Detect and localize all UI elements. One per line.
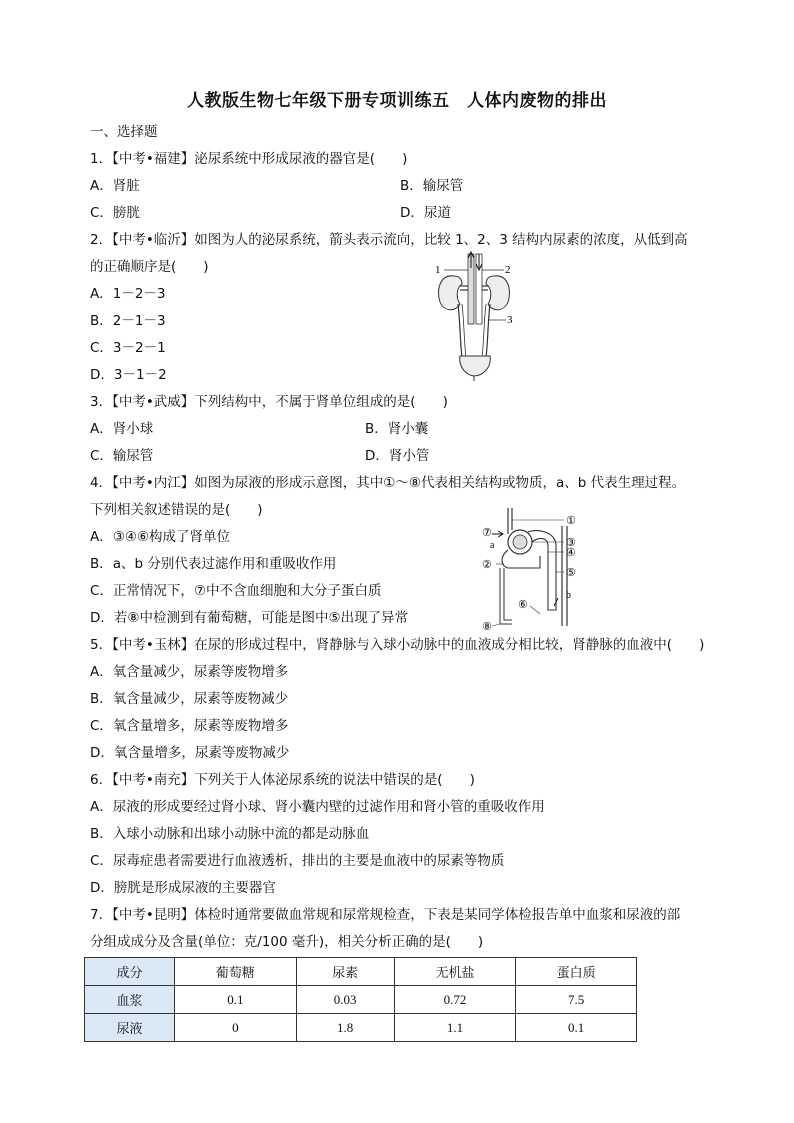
figure-label-7: ⑦ (482, 527, 492, 539)
table-row-label: 尿液 (85, 1014, 175, 1042)
question-6-option-d: D．膀胱是形成尿液的主要器官 (90, 880, 276, 896)
question-3-option-a: A．肾小球 (90, 421, 154, 437)
figure-label-5: ⑤ (566, 567, 576, 579)
question-5-stem: 5．【中考•玉林】在尿的形成过程中，肾静脉与入球小动脉中的血液成分相比较，肾静脉的血液中( ) (90, 637, 705, 653)
question-2-option-c: C．3－2－1 (90, 340, 166, 356)
question-4-option-d: D．若⑧中检测到有葡萄糖，可能是图中⑤出现了异常 (90, 610, 409, 626)
table-cell: 7.5 (516, 986, 637, 1014)
question-1-option-d: D．尿道 (400, 205, 451, 221)
page-title: 人教版生物七年级下册专项训练五 人体内废物的排出 (187, 91, 607, 111)
table-row (85, 1014, 637, 1042)
question-1-stem: 1．【中考•福建】泌尿系统中形成尿液的器官是( ) (90, 151, 408, 167)
question-4-stem-line-2: 下列相关叙述错误的是( ) (90, 502, 263, 518)
table-row (85, 986, 637, 1014)
question-4-stem-line-1: 4．【中考•内江】如图为尿液的形成示意图，其中①～⑧代表相关结构或物质，a、b 代表生理过程。 (90, 475, 686, 491)
table-header-cell: 蛋白质 (516, 958, 637, 986)
figure-label-a: a (490, 540, 495, 551)
question-2-option-a: A．1－2－3 (90, 286, 166, 302)
figure-label-2: ② (482, 559, 492, 571)
question-7-stem-line-1: 7．【中考•昆明】体检时通常要做血常规和尿常规检查，下表是某同学体检报告单中血浆和尿液的部 (90, 907, 681, 923)
figure-label-1: 1 (435, 264, 441, 276)
question-1-option-b: B．输尿管 (400, 178, 464, 194)
figure-label-1: ① (566, 515, 576, 527)
table-cell: 0 (175, 1014, 297, 1042)
question-2-stem-line-2: 的正确顺序是( ) (90, 259, 209, 275)
question-5-option-c: C．氧含量增多，尿素等废物增多 (90, 718, 289, 734)
question-4-option-c: C．正常情况下，⑦中不含血细胞和大分子蛋白质 (90, 583, 382, 599)
table-cell: 1.1 (394, 1014, 516, 1042)
composition-table (84, 957, 637, 1042)
table-row-label: 血浆 (85, 986, 175, 1014)
question-1-option-a: A．肾脏 (90, 178, 140, 194)
question-2-stem-line-1: 2．【中考•临沂】如图为人的泌尿系统，箭头表示流向，比较 1、2、3 结构内尿素的浓度，从低到高 (90, 232, 688, 248)
question-3-stem: 3．【中考•武威】下列结构中，不属于肾单位组成的是( ) (90, 394, 448, 410)
question-6-stem: 6．【中考•南充】下列关于人体泌尿系统的说法中错误的是( ) (90, 772, 475, 788)
figure-label-4: ④ (566, 547, 576, 559)
figure-label-2: 2 (505, 264, 511, 276)
question-7-stem-line-2: 分组成成分及含量(单位：克/100 毫升)，相关分析正确的是( ) (90, 934, 484, 950)
question-5-option-b: B．氧含量减少，尿素等废物减少 (90, 691, 289, 707)
question-6-option-b: B．入球小动脉和出球小动脉中流的都是动脉血 (90, 826, 370, 842)
table-header-cell: 成分 (85, 958, 175, 986)
table-cell: 0.1 (175, 986, 297, 1014)
question-4-option-a: A．③④⑥构成了肾单位 (90, 529, 231, 545)
table-header-cell: 葡萄糖 (175, 958, 297, 986)
question-5-option-d: D．氧含量增多，尿素等废物减少 (90, 745, 290, 761)
urinary-system-figure (432, 250, 522, 382)
figure-label-b: b (566, 590, 571, 601)
nephron-figure (478, 506, 588, 632)
question-4-option-b: B．a、b 分别代表过滤作用和重吸收作用 (90, 556, 337, 572)
question-3-option-d: D．肾小管 (365, 448, 430, 464)
question-6-option-c: C．尿毒症患者需要进行血液透析，排出的主要是血液中的尿素等物质 (90, 853, 505, 869)
question-2-option-b: B．2－1－3 (90, 313, 166, 329)
question-3-option-b: B．肾小囊 (365, 421, 429, 437)
table-header-cell: 无机盐 (394, 958, 516, 986)
question-5-option-a: A．氧含量减少，尿素等废物增多 (90, 664, 289, 680)
figure-label-3: 3 (507, 314, 513, 326)
figure-label-6: ⑥ (518, 599, 528, 611)
figure-label-3: ③ (566, 537, 576, 549)
question-1-option-c: C．膀胱 (90, 205, 140, 221)
question-3-option-c: C．输尿管 (90, 448, 154, 464)
table-cell: 0.03 (296, 986, 394, 1014)
table-header-row (85, 958, 637, 986)
table-header-cell: 尿素 (296, 958, 394, 986)
table-cell: 0.1 (516, 1014, 637, 1042)
table-cell: 1.8 (296, 1014, 394, 1042)
table-cell: 0.72 (394, 986, 516, 1014)
question-2-option-d: D．3－1－2 (90, 367, 167, 383)
figure-label-8: ⑧ (482, 621, 492, 632)
section-heading: 一、选择题 (90, 124, 158, 140)
question-6-option-a: A．尿液的形成要经过肾小球、肾小囊内壁的过滤作用和肾小管的重吸收作用 (90, 799, 545, 815)
